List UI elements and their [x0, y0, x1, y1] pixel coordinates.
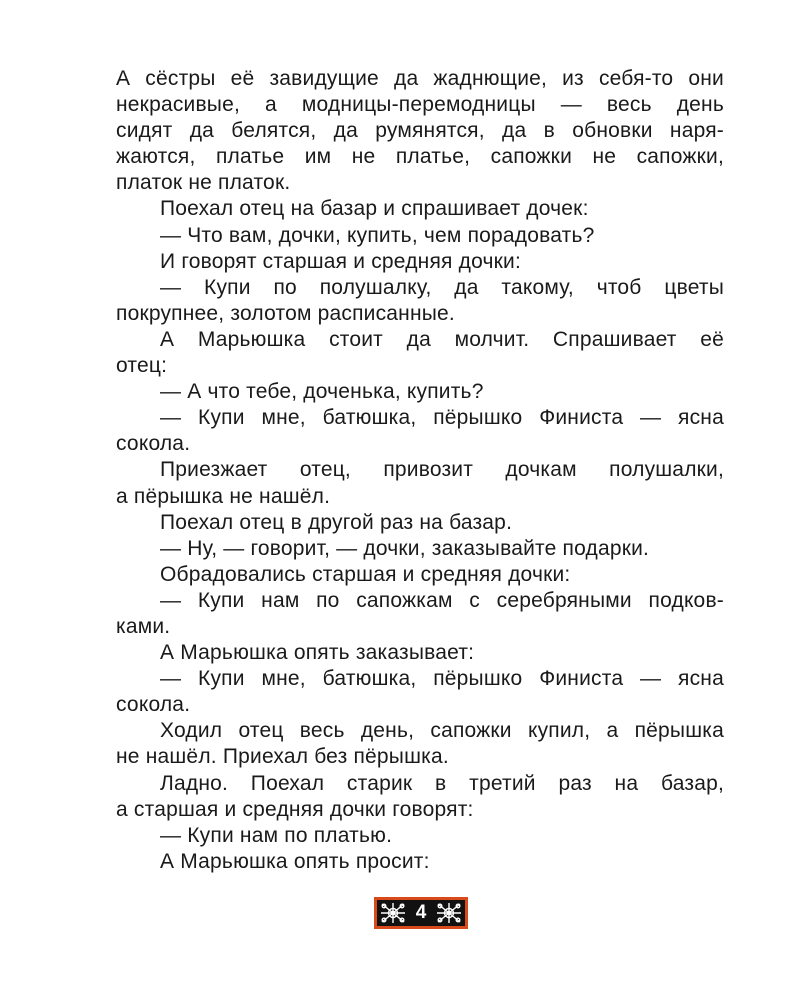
- text-line: И говорят старшая и средняя дочки:: [160, 249, 522, 273]
- text-line: — Что вам, дочки, купить, чем порадовать?: [160, 223, 595, 247]
- text-line: покрупнее, золотом расписанные.: [116, 301, 455, 325]
- snowflake-ornament-icon: [436, 902, 462, 924]
- text-line: Поехал отец в другой раз на базар.: [160, 510, 513, 534]
- text-line: — А что тебе, доченька, купить?: [160, 380, 484, 404]
- text-line: — Купи нам по платью.: [160, 823, 393, 847]
- text-line: А Марьюшка стоит да молчит. Спрашивает её: [160, 327, 724, 351]
- text-line: а старшая и средняя дочки говорят:: [116, 797, 474, 821]
- text-line: отец:: [116, 354, 168, 378]
- text-line: А сёстры её завидущие да жаднющие, из себя-то они: [116, 67, 724, 90]
- text-line: — Купи нам по сапожкам с серебряными подков-: [160, 588, 724, 612]
- text-line: Ходил отец весь день, сапожки купил, а пёрышка: [160, 719, 724, 743]
- text-line: сокола.: [116, 693, 191, 717]
- story-text: [116, 66, 724, 875]
- text-line: А Марьюшка опять заказывает:: [160, 641, 475, 665]
- text-line: Обрадовались старшая и средняя дочки:: [160, 562, 571, 586]
- text-line: — Ну, — говорит, — дочки, заказывайте подарки.: [160, 536, 650, 560]
- snowflake-ornament-icon: [380, 902, 406, 924]
- page-number: 4: [415, 902, 427, 923]
- text-line: некрасивые, а модницы-перемодницы — весь день: [116, 93, 724, 117]
- text-line: не нашёл. Приехал без пёрышка.: [116, 745, 449, 769]
- text-line: Ладно. Поехал старик в третий раз на базар,: [160, 771, 724, 795]
- page-number-badge: [374, 897, 468, 929]
- text-line: — Купи мне, батюшка, пёрышко Финиста — ясна: [160, 667, 724, 691]
- text-line: — Купи мне, батюшка, пёрышко Финиста — ясна: [160, 406, 724, 430]
- text-line: Поехал отец на базар и спрашивает дочек:: [160, 197, 589, 221]
- text-line: а пёрышка не нашёл.: [116, 484, 331, 508]
- text-line: А Марьюшка опять просит:: [160, 849, 430, 873]
- text-line: Приезжает отец, привозит дочкам полушалки,: [160, 458, 724, 482]
- text-line: — Купи по полушалку, да такому, чтоб цветы: [160, 275, 724, 299]
- text-line: платок не платок.: [116, 171, 291, 195]
- text-line: сидят да белятся, да румянятся, да в обновки наря-: [116, 119, 724, 143]
- text-line: сокола.: [116, 432, 191, 456]
- text-line: жаются, платье им не платье, сапожки не сапожки,: [116, 145, 724, 169]
- text-line: ками.: [116, 614, 171, 638]
